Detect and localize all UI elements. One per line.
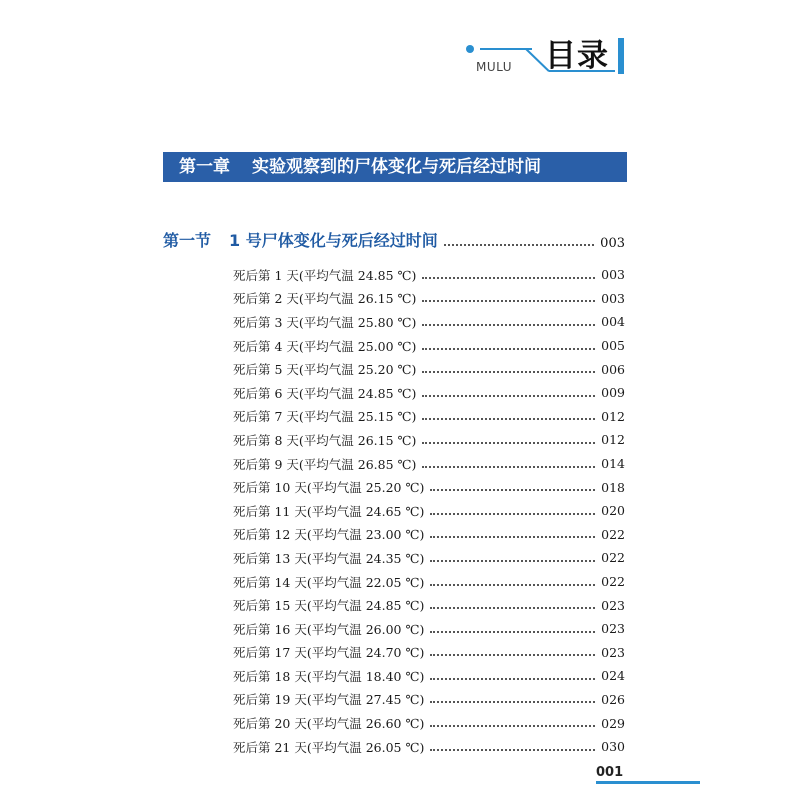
toc-entry-text: 死后第 1 天(平均气温 24.85 ℃) xyxy=(233,267,417,283)
leader-dots xyxy=(422,418,595,420)
leader-dots xyxy=(430,536,595,538)
leader-dots xyxy=(430,725,595,727)
section-label xyxy=(163,228,438,251)
toc-entry-page: 014 xyxy=(601,456,625,472)
toc-entry-text: 死后第 10 天(平均气温 25.20 ℃) xyxy=(233,480,425,496)
toc-entry[interactable] xyxy=(233,452,625,476)
toc-entry[interactable] xyxy=(233,287,625,311)
toc-entry[interactable] xyxy=(233,664,625,688)
toc-entry-page: 020 xyxy=(601,503,625,519)
toc-entry-text: 死后第 13 天(平均气温 24.35 ℃) xyxy=(233,550,425,566)
toc-entry-page: 006 xyxy=(601,361,625,377)
leader-dots xyxy=(430,560,595,562)
toc-entry-page: 022 xyxy=(601,574,625,590)
toc-entry-page: 009 xyxy=(601,385,625,401)
toc-entry[interactable] xyxy=(233,475,625,499)
leader-dots xyxy=(430,513,595,515)
toc-entry[interactable] xyxy=(233,617,625,641)
footer-rule xyxy=(596,781,700,784)
toc-entry-text: 死后第 2 天(平均气温 26.15 ℃) xyxy=(233,291,417,307)
toc-entry-text: 死后第 11 天(平均气温 24.65 ℃) xyxy=(233,503,425,519)
toc-entry-text: 死后第 12 天(平均气温 23.00 ℃) xyxy=(233,527,425,543)
section-title: 1 号尸体变化与死后经过时间 xyxy=(229,231,438,250)
leader-dots xyxy=(430,631,595,633)
toc-entry-page: 029 xyxy=(601,715,625,731)
toc-entry-text: 死后第 19 天(平均气温 27.45 ℃) xyxy=(233,692,425,708)
chapter-banner[interactable] xyxy=(163,152,627,182)
leader-dots xyxy=(422,466,595,468)
toc-entry-text: 死后第 21 天(平均气温 26.05 ℃) xyxy=(233,739,425,755)
leader-dots xyxy=(422,371,595,373)
page-title: 目录 xyxy=(545,38,609,74)
toc-entry-page: 023 xyxy=(601,597,625,613)
leader-dots xyxy=(422,277,595,279)
toc-entry[interactable] xyxy=(233,405,625,429)
toc-entry-text: 死后第 15 天(平均气温 24.85 ℃) xyxy=(233,598,425,614)
toc-entry[interactable] xyxy=(233,546,625,570)
header-side-bar xyxy=(618,38,624,74)
toc-entry[interactable] xyxy=(233,688,625,712)
chapter-title: 实验观察到的尸体变化与死后经过时间 xyxy=(252,157,541,177)
toc-entry-page: 012 xyxy=(601,408,625,424)
leader-dots xyxy=(422,395,595,397)
toc-entry-page: 024 xyxy=(601,668,625,684)
toc-entry-page: 003 xyxy=(601,290,625,306)
toc-entry-text: 死后第 18 天(平均气温 18.40 ℃) xyxy=(233,668,425,684)
leader-dots xyxy=(422,442,595,444)
chapter-number: 第一章 xyxy=(179,157,230,177)
toc-entry-page: 018 xyxy=(601,479,625,495)
leader-dots xyxy=(422,348,595,350)
section-entry[interactable] xyxy=(163,227,625,251)
toc-entry-page: 023 xyxy=(601,644,625,660)
toc-entry-page: 023 xyxy=(601,621,625,637)
toc-entry-text: 死后第 16 天(平均气温 26.00 ℃) xyxy=(233,621,425,637)
leader-dots xyxy=(422,300,595,302)
toc-entry[interactable] xyxy=(233,263,625,287)
leader-dots xyxy=(430,489,595,491)
toc-entry-page: 003 xyxy=(601,267,625,283)
toc-entry-list xyxy=(233,263,625,758)
toc-entry[interactable] xyxy=(233,499,625,523)
toc-entry-text: 死后第 4 天(平均气温 25.00 ℃) xyxy=(233,338,417,354)
toc-entry-text: 死后第 8 天(平均气温 26.15 ℃) xyxy=(233,432,417,448)
toc-entry-page: 012 xyxy=(601,432,625,448)
toc-entry[interactable] xyxy=(233,334,625,358)
toc-entry-text: 死后第 9 天(平均气温 26.85 ℃) xyxy=(233,456,417,472)
toc-entry[interactable] xyxy=(233,570,625,594)
page-number: 001 xyxy=(596,765,624,780)
toc-entry[interactable] xyxy=(233,428,625,452)
toc-entry[interactable] xyxy=(233,310,625,334)
leader-dots xyxy=(430,701,595,703)
toc-entry-page: 030 xyxy=(601,739,625,755)
toc-entry-page: 026 xyxy=(601,691,625,707)
leader-dots xyxy=(430,654,595,656)
section-page: 003 xyxy=(600,236,625,251)
toc-entry-text: 死后第 20 天(平均气温 26.60 ℃) xyxy=(233,716,425,732)
toc-entry-page: 022 xyxy=(601,526,625,542)
leader-dots xyxy=(422,324,595,326)
toc-entry-text: 死后第 3 天(平均气温 25.80 ℃) xyxy=(233,314,417,330)
leader-dots xyxy=(430,584,595,586)
toc-entry-page: 005 xyxy=(601,338,625,354)
toc-entry-text: 死后第 6 天(平均气温 24.85 ℃) xyxy=(233,385,417,401)
leader-dots xyxy=(444,244,594,246)
leader-dots xyxy=(430,678,595,680)
toc-entry-text: 死后第 17 天(平均气温 24.70 ℃) xyxy=(233,645,425,661)
toc-entry[interactable] xyxy=(233,523,625,547)
leader-dots xyxy=(430,749,595,751)
toc-entry-text: 死后第 7 天(平均气温 25.15 ℃) xyxy=(233,409,417,425)
leader-dots xyxy=(430,607,595,609)
toc-entry[interactable] xyxy=(233,641,625,665)
section-number: 第一节 xyxy=(163,231,212,250)
header-subtitle: MULU xyxy=(476,60,513,74)
toc-entry-page: 004 xyxy=(601,314,625,330)
toc-entry[interactable] xyxy=(233,593,625,617)
header-dot xyxy=(466,45,474,53)
toc-entry-text: 死后第 14 天(平均气温 22.05 ℃) xyxy=(233,574,425,590)
toc-entry-page: 022 xyxy=(601,550,625,566)
toc-entry-text: 死后第 5 天(平均气温 25.20 ℃) xyxy=(233,362,417,378)
toc-entry[interactable] xyxy=(233,711,625,735)
toc-entry[interactable] xyxy=(233,357,625,381)
toc-entry[interactable] xyxy=(233,381,625,405)
toc-entry[interactable] xyxy=(233,735,625,759)
